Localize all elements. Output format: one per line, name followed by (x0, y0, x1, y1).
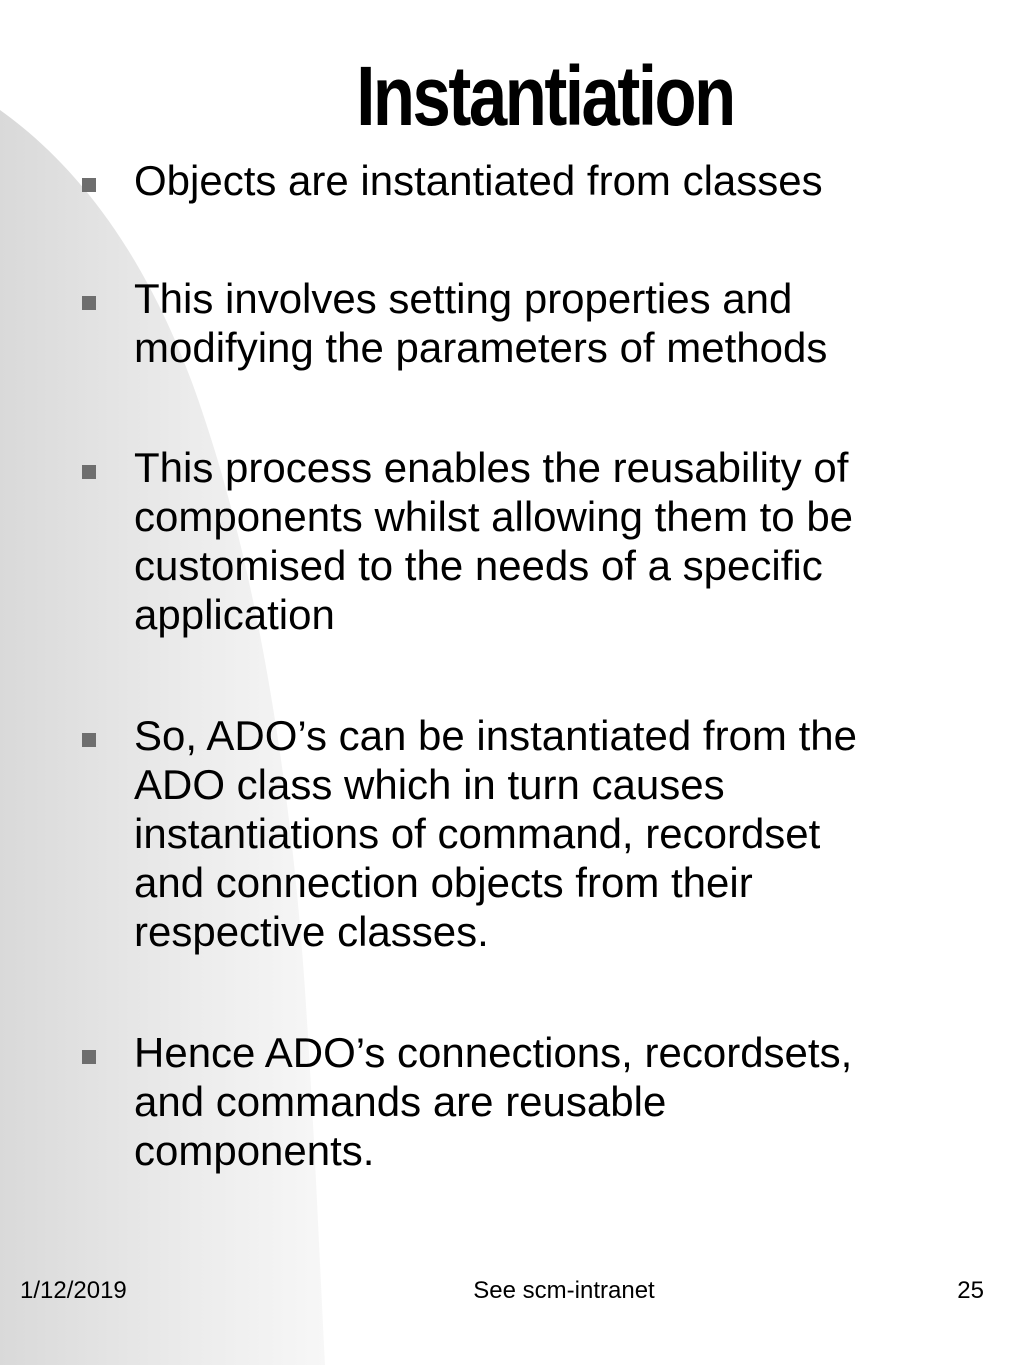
slide-title: Instantiation (356, 49, 734, 143)
bullet-text: This involves setting properties and modifying the parameters of methods (134, 275, 828, 371)
footer-page-number: 25 (957, 1277, 984, 1304)
footer-center-text: See scm-intranet (473, 1277, 655, 1304)
bullet-text: So, ADO’s can be instantiated from the ADO class which in turn causes instantiations of command, recordset and connection objects from their respective classes. (134, 712, 857, 955)
square-bullet-icon (82, 465, 96, 479)
bullet-text: Hence ADO’s connections, recordsets, and commands are reusable components. (134, 1029, 853, 1174)
bullet-text: Objects are instantiated from classes (134, 157, 823, 204)
footer-date: 1/12/2019 (20, 1277, 127, 1304)
bullet-text: This process enables the reusability of components whilst allowing them to be customised to the needs of a specific application (134, 444, 854, 638)
square-bullet-icon (82, 733, 96, 747)
square-bullet-icon (82, 178, 96, 192)
square-bullet-icon (82, 1050, 96, 1064)
square-bullet-icon (82, 296, 96, 310)
